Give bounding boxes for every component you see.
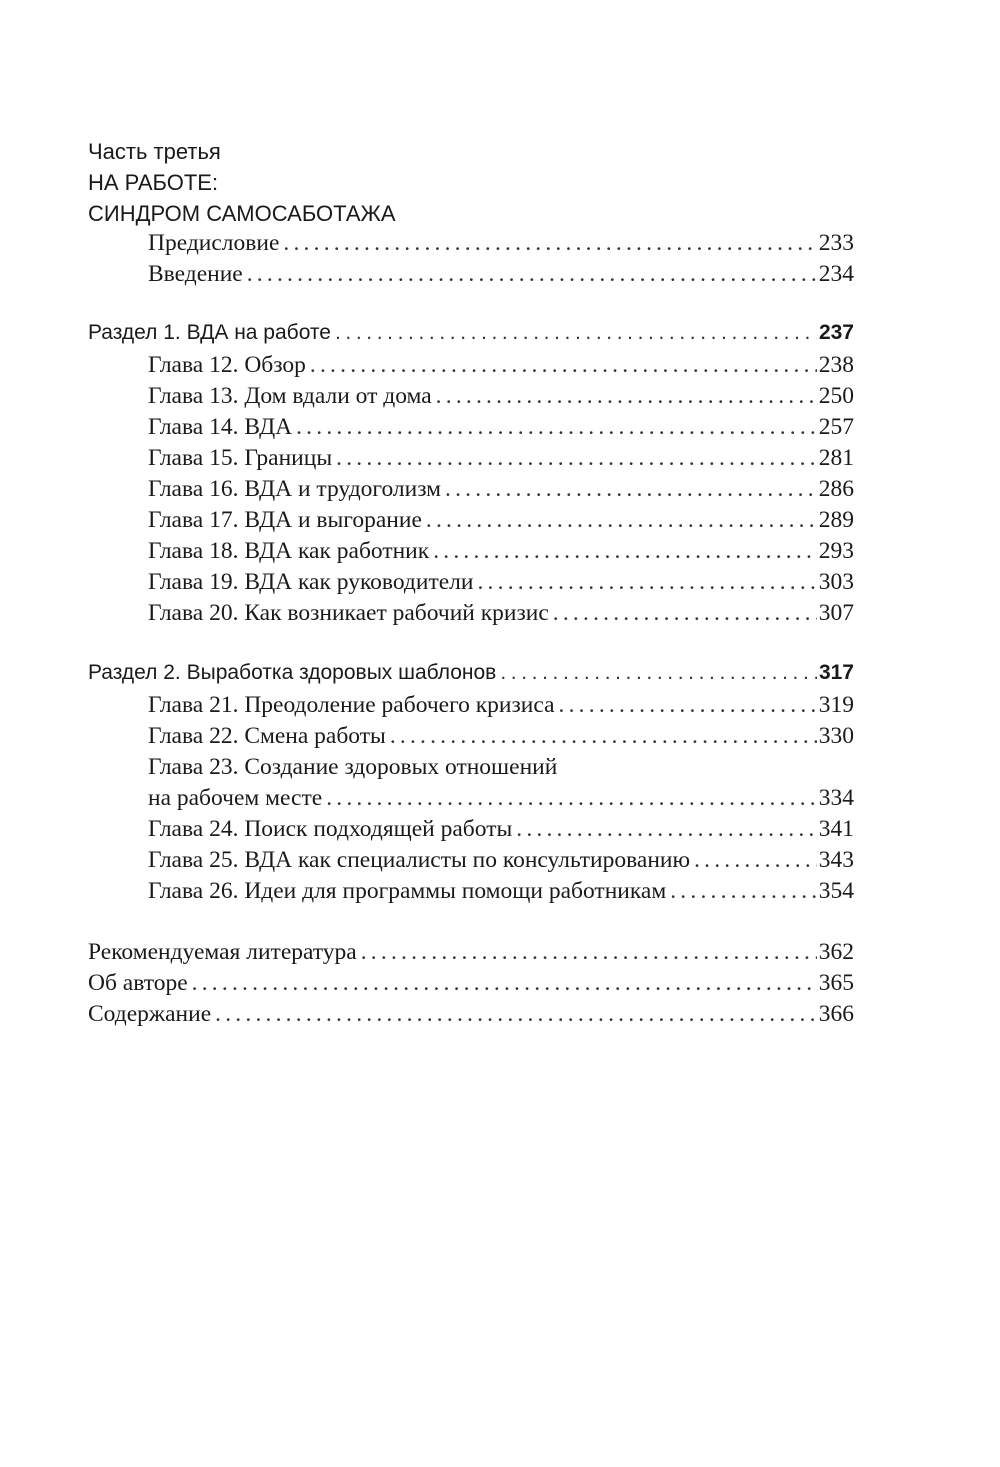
chapter-page: 330 [818,723,854,749]
toc-contents[interactable] [88,999,854,1029]
leader-dots [436,381,817,411]
toc-chapter-14[interactable] [148,412,854,442]
leader-dots [215,999,817,1029]
chapter-title: Глава 12. Обзор [148,352,306,378]
toc-chapter-13[interactable] [148,381,854,411]
leader-dots [310,350,817,380]
toc-chapter-15[interactable] [148,443,854,473]
part-label: Часть третья [88,139,221,164]
chapter-title: Глава 15. Границы [148,445,333,471]
toc-chapter-26[interactable] [148,876,854,906]
chapter-page: 343 [818,847,854,873]
chapter-title: Глава 14. ВДА [148,414,293,440]
section-page: 237 [818,321,854,344]
toc-chapter-22[interactable] [148,721,854,751]
chapter-title: Глава 26. Идеи для программы помощи работникам [148,878,667,904]
chapter-page: 334 [818,785,854,811]
toc-chapter-18[interactable] [148,536,854,566]
chapter-title: Глава 13. Дом вдали от дома [148,383,432,409]
section-title: Раздел 1. ВДА на работе [88,321,331,344]
toc-section-1[interactable] [88,318,854,348]
chapter-page: 341 [818,816,854,842]
toc-chapter-17[interactable] [148,505,854,535]
toc-about-author[interactable] [88,968,854,998]
chapter-page: 286 [818,476,854,502]
leader-dots [335,318,817,348]
toc-entry-title: Предисловие [148,230,280,256]
chapter-title: Глава 21. Преодоление рабочего кризиса [148,692,555,718]
leader-dots [336,443,817,473]
toc-entry-title: Введение [148,261,243,287]
toc-entry-title: Содержание [88,1001,212,1027]
chapter-title: Глава 19. ВДА как руководители [148,569,474,595]
toc-entry-introduction[interactable] [148,259,854,289]
leader-dots [426,505,817,535]
leader-dots [433,536,817,566]
toc-entry-preface[interactable] [148,228,854,258]
chapter-title: Глава 25. ВДА как специалисты по консультированию [148,847,691,873]
part-title-line1: НА РАБОТЕ: [88,170,219,195]
leader-dots [516,814,817,844]
leader-dots [326,783,817,813]
chapter-page: 303 [818,569,854,595]
toc-recommended-reading[interactable] [88,937,854,967]
chapter-page: 293 [818,538,854,564]
toc-chapter-16[interactable] [148,474,854,504]
leader-dots [296,412,817,442]
chapter-title: Глава 18. ВДА как работник [148,538,430,564]
chapter-page: 238 [818,352,854,378]
toc-chapter-21[interactable] [148,690,854,720]
leader-dots [670,876,817,906]
leader-dots [390,721,817,751]
leader-dots [445,474,817,504]
section-page: 317 [818,661,854,684]
toc-chapter-23[interactable] [148,783,854,813]
leader-dots [192,968,817,998]
leader-dots [283,228,816,258]
chapter-page: 257 [818,414,854,440]
chapter-page: 250 [818,383,854,409]
chapter-page: 354 [818,878,854,904]
leader-dots [500,658,817,688]
toc-entry-page: 366 [818,1001,854,1027]
toc-chapter-23-line1[interactable]: Глава 23. Создание здоровых отношений [148,754,558,780]
leader-dots [361,937,817,967]
chapter-page: 307 [818,600,854,626]
chapter-page: 319 [818,692,854,718]
toc-chapter-19[interactable] [148,567,854,597]
toc-chapter-24[interactable] [148,814,854,844]
chapter-title: Глава 16. ВДА и трудоголизм [148,476,442,502]
chapter-title: Глава 17. ВДА и выгорание [148,507,422,533]
toc-chapter-12[interactable] [148,350,854,380]
leader-dots [477,567,816,597]
toc-entry-title: Об авторе [88,970,188,996]
part-title-line2: СИНДРОМ САМОСАБОТАЖА [88,201,396,226]
chapter-title: Глава 22. Смена работы [148,723,386,749]
toc-entry-page: 233 [818,230,854,256]
toc-entry-page: 365 [818,970,854,996]
chapter-title: на рабочем месте [148,785,323,811]
chapter-page: 289 [818,507,854,533]
leader-dots [694,845,817,875]
chapter-page: 281 [818,445,854,471]
toc-section-2[interactable] [88,658,854,688]
toc-entry-page: 362 [818,939,854,965]
toc-entry-page: 234 [818,261,854,287]
toc-chapter-25[interactable] [148,845,854,875]
leader-dots [553,598,817,628]
toc-entry-title: Рекомендуемая литература [88,939,357,965]
leader-dots [559,690,817,720]
leader-dots [247,259,817,289]
chapter-title: Глава 24. Поиск подходящей работы [148,816,513,842]
section-title: Раздел 2. Выработка здоровых шаблонов [88,661,497,684]
chapter-title: Глава 20. Как возникает рабочий кризис [148,600,549,626]
toc-chapter-20[interactable] [148,598,854,628]
